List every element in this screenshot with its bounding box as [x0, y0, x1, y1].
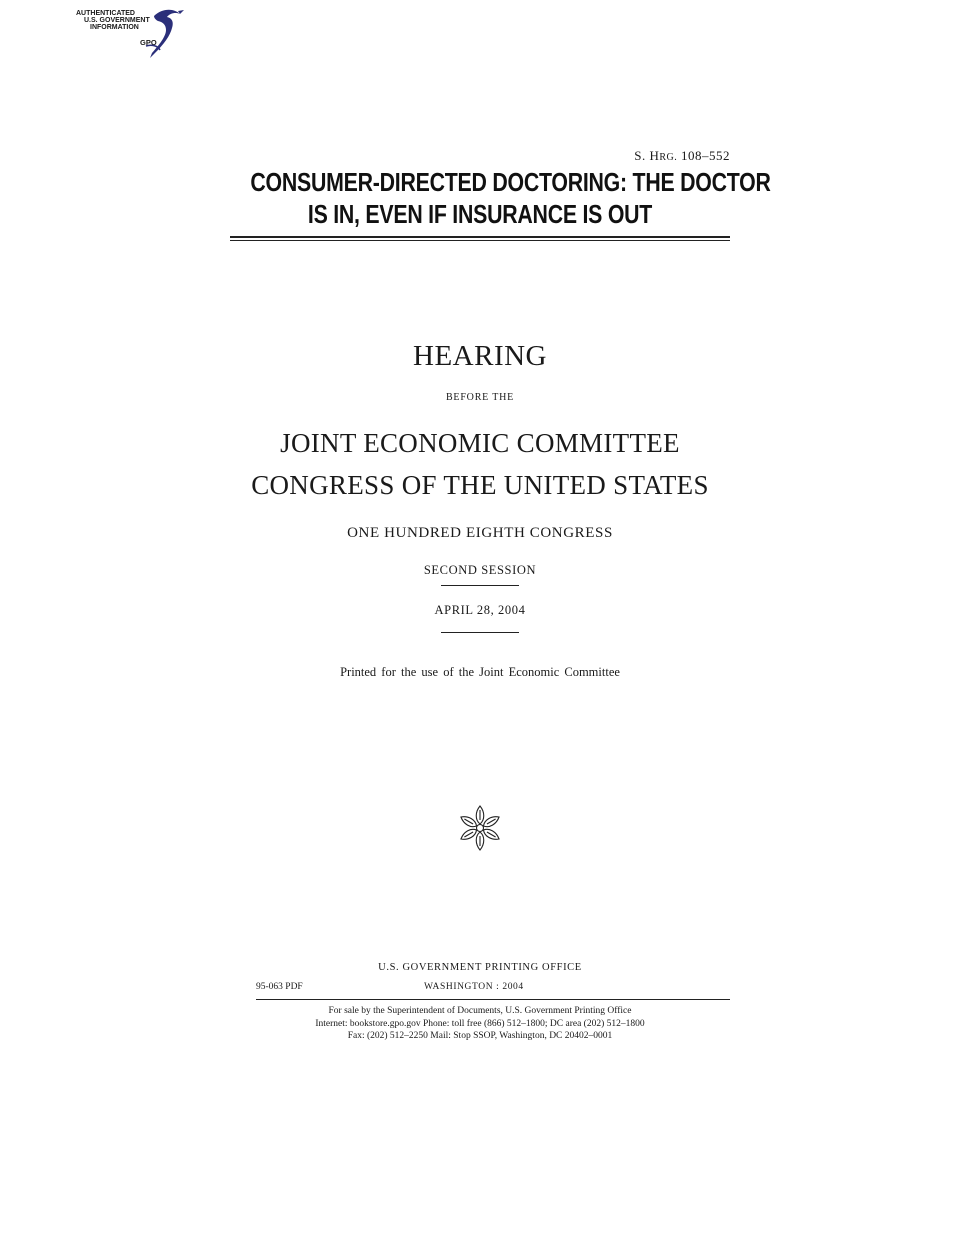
- title-rule-thin: [230, 240, 730, 241]
- date-divider: [441, 632, 519, 633]
- gpo-authentication-seal: [70, 6, 190, 62]
- printed-for-note: Printed for the use of the Joint Economic Committee: [340, 665, 620, 679]
- seal-text-authenticated: AUTHENTICATED: [76, 10, 135, 17]
- sale-info-line-3: Fax: (202) 512–2250 Mail: Stop SSOP, Washington, DC 20402–0001: [347, 1031, 613, 1041]
- footer-divider: [256, 999, 730, 1000]
- seal-text-government: U.S. GOVERNMENT: [84, 17, 150, 24]
- title-line-2: IS IN, EVEN IF INSURANCE IS OUT: [307, 199, 653, 229]
- hearing-date: APRIL 28, 2004: [434, 603, 526, 617]
- hearing-heading: HEARING: [413, 340, 547, 372]
- before-the-label: BEFORE THE: [445, 392, 515, 403]
- session-divider: [441, 585, 519, 586]
- congress-number: ONE HUNDRED EIGHTH CONGRESS: [347, 525, 613, 541]
- congress-name: CONGRESS OF THE UNITED STATES: [251, 470, 709, 500]
- title-line-1: CONSUMER-DIRECTED DOCTORING: THE DOCTOR: [250, 167, 771, 197]
- gpo-ornament-icon: [455, 803, 505, 853]
- document-number: 95-063 PDF: [256, 982, 303, 992]
- hearing-prefix: S.: [634, 148, 646, 163]
- seal-text-gpo: GPO: [140, 38, 157, 47]
- hearing-number-value: 108–552: [681, 148, 730, 163]
- hearing-hrg-initial: H: [649, 148, 660, 163]
- place-and-year: WASHINGTON : 2004: [424, 982, 524, 992]
- committee-name: JOINT ECONOMIC COMMITTEE: [280, 428, 680, 458]
- sale-info-line-1: For sale by the Superintendent of Documents, U.S. Government Printing Office: [328, 1006, 632, 1016]
- printing-office-label: U.S. GOVERNMENT PRINTING OFFICE: [378, 962, 582, 973]
- session-label: SECOND SESSION: [423, 563, 537, 577]
- hearing-hrg-rest: RG.: [659, 152, 678, 163]
- hearing-number: [634, 148, 730, 164]
- title-rule-thick: [230, 236, 730, 238]
- document-title: [250, 166, 771, 230]
- eagle-icon: [136, 6, 188, 60]
- sale-info-line-2: Internet: bookstore.gpo.gov Phone: toll free (866) 512–1800; DC area (202) 512–1800: [315, 1019, 645, 1029]
- seal-text-information: INFORMATION: [90, 24, 139, 31]
